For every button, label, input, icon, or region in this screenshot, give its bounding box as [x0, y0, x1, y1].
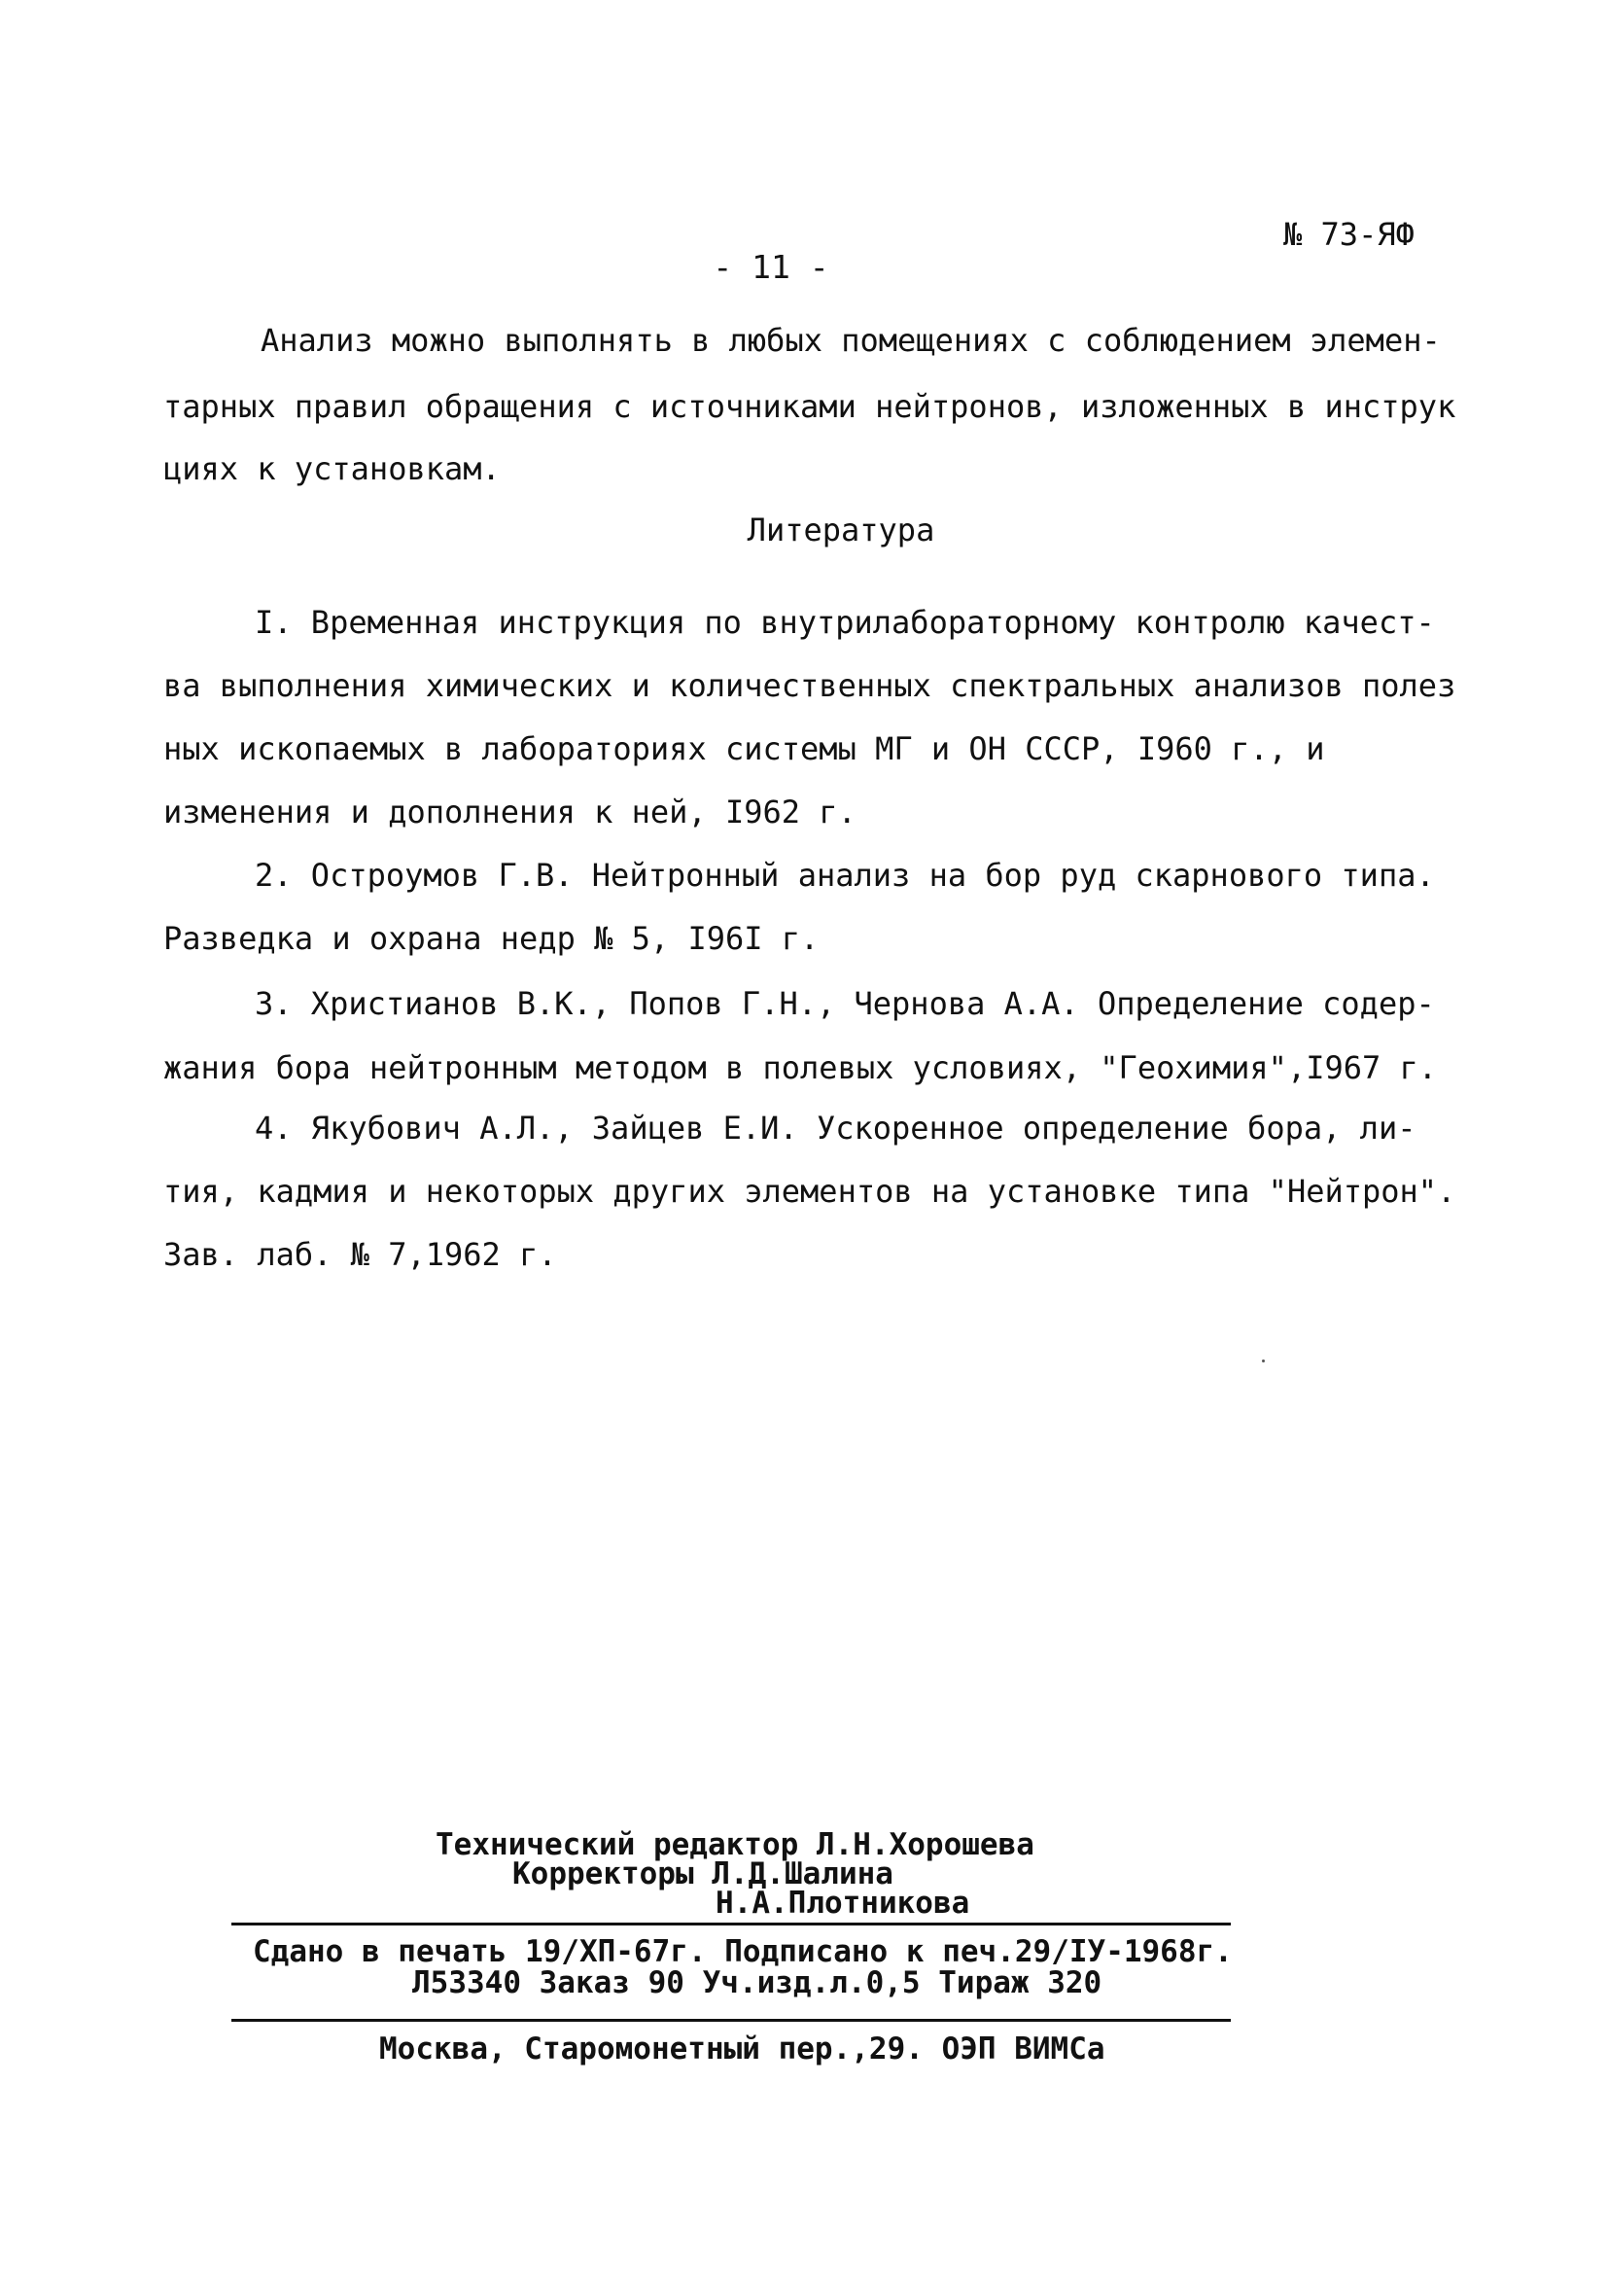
literature-entry-line: ва выполнения химических и количественных спектральных анализов полез [163, 667, 1456, 704]
document-number: № 73-ЯФ [1283, 216, 1415, 253]
publisher-address: Москва, Старомонетный пер.,29. ОЭП ВИМСа [379, 2031, 1105, 2066]
page-number: - 11 - [713, 248, 829, 286]
paragraph-line: Анализ можно выполнять в любых помещениях с соблюдением элемен- [261, 322, 1441, 359]
order-details-line: Л53340 Заказ 90 Уч.изд.л.0,5 Тираж 320 [412, 1965, 1102, 2000]
scan-speck [1262, 1360, 1265, 1362]
print-details-line: Сдано в печать 19/ХП-67г. Подписано к печ.29/IУ-1968г. [253, 1934, 1233, 1969]
literature-entry-line: ных ископаемых в лабораториях системы МГ и ОН СССР, I960 г., и [163, 730, 1325, 767]
literature-entry-line: Зав. лаб. № 7,1962 г. [163, 1236, 557, 1273]
imprint-top-rule [231, 1923, 1231, 1925]
literature-entry-line: Разведка и охрана недр № 5, I96I г. [163, 920, 820, 957]
paragraph-line: тарных правил обращения с источниками нейтронов, изложенных в инструк [163, 388, 1456, 425]
literature-entry-line: изменения и дополнения к ней, I962 г. [163, 794, 856, 830]
literature-heading: Литература [747, 512, 935, 548]
corrector-2-line: Н.А.Плотникова [716, 1886, 970, 1921]
correctors-line: Корректоры Л.Д.Шалина [512, 1856, 893, 1891]
literature-entry-line: 4. Якубович А.Л., Зайцев Е.И. Ускоренное определение бора, ли- [255, 1110, 1416, 1147]
paragraph-line: циях к установкам. [163, 450, 501, 487]
tech-editor-line: Технический редактор Л.Н.Хорошева [436, 1827, 1034, 1862]
imprint-bottom-rule [231, 2019, 1231, 2022]
literature-entry-line: тия, кадмия и некоторых других элементов на установке типа "Нейтрон". [163, 1173, 1456, 1210]
literature-entry-line: I. Временная инструкция по внутрилабораторному контролю качест- [255, 604, 1435, 641]
literature-entry-line: 2. Остроумов Г.В. Нейтронный анализ на бор руд скарнового типа. [255, 857, 1435, 894]
literature-entry-line: жания бора нейтронным методом в полевых условиях, "Геохимия",I967 г. [163, 1049, 1438, 1086]
literature-entry-line: 3. Христианов В.К., Попов Г.Н., Чернова А.А. Определение содер- [255, 985, 1435, 1022]
